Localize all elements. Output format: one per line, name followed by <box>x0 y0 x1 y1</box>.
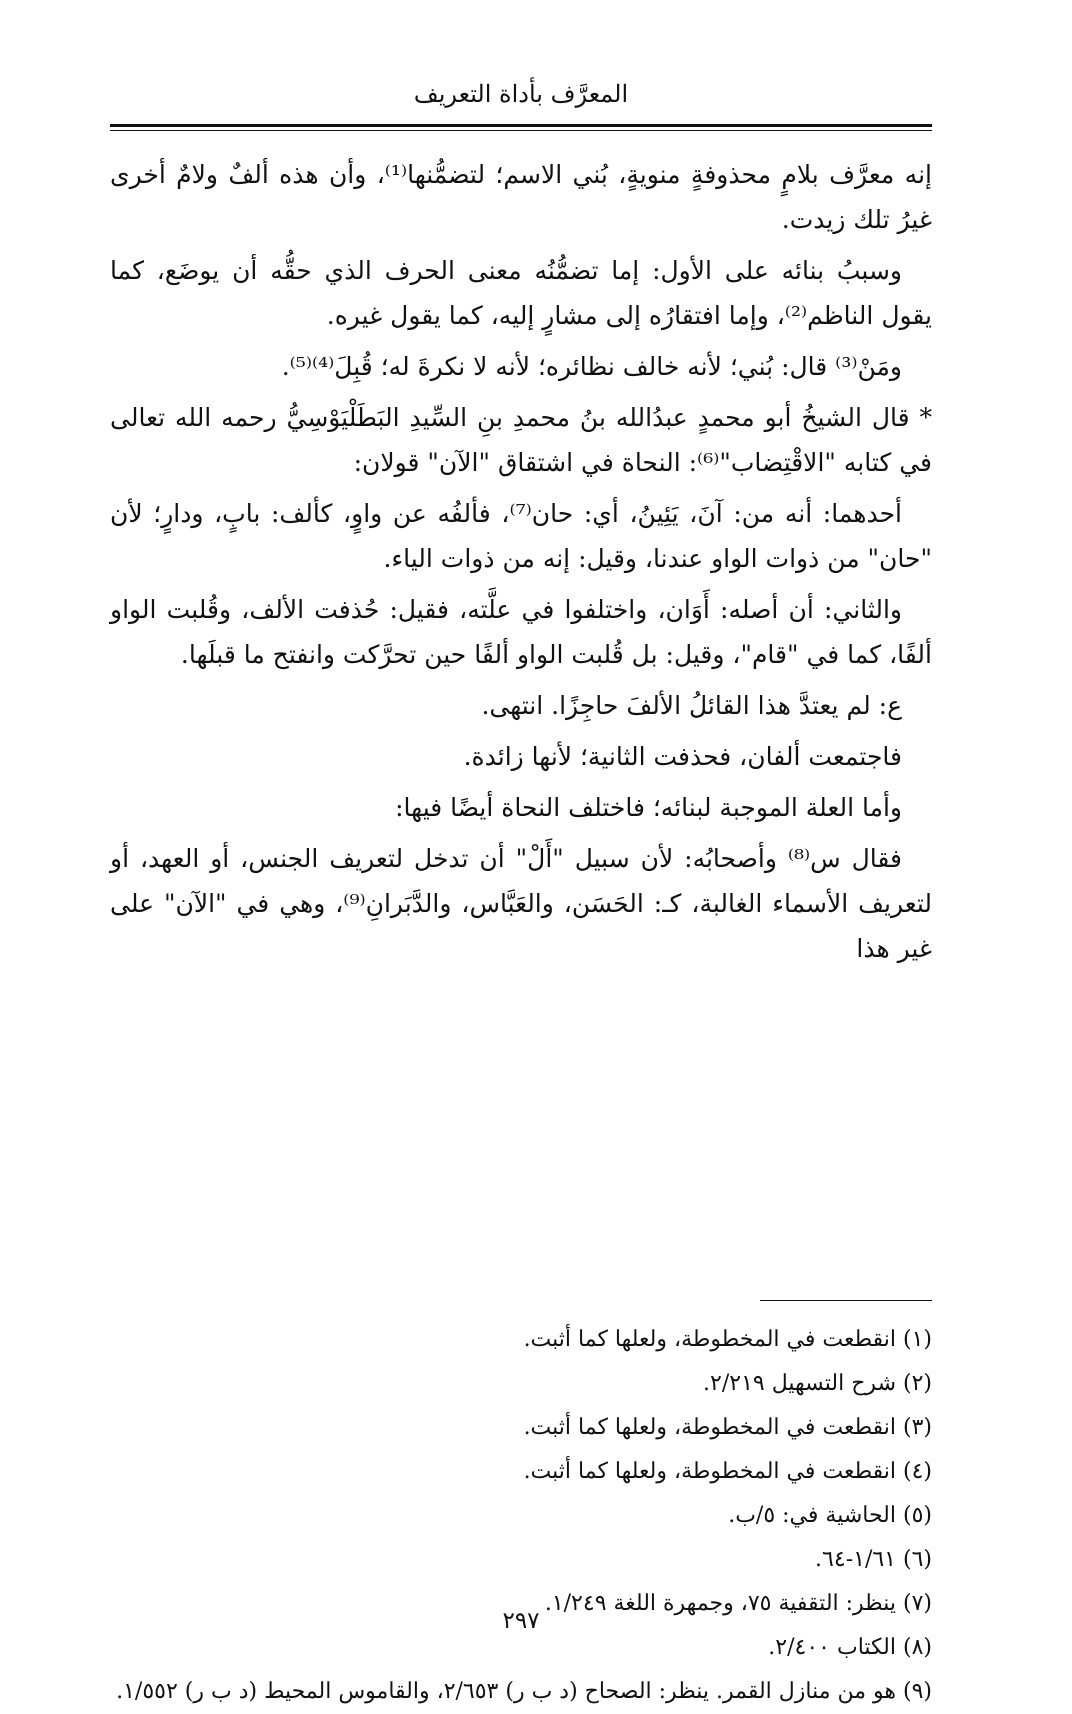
paragraph-10: فقال س⁽⁸⁾ وأصحابُه: لأن سبيل "أَلْ" أن تدخل لتعريف الجنس، أو العهد، أو لتعريف الأسماء الغالبة، كـ: الحَسَن، والعَبَّاس، والدَّبَرانِ⁽⁹⁾، وهي في "الآن" على غير هذا <box>110 844 932 963</box>
footnote-8: (٨) الكتاب ٢/٤٠٠. <box>768 1635 932 1660</box>
footnote-3: (٣) انقطعت في المخطوطة، ولعلها كما أثبت. <box>523 1415 932 1440</box>
page-number: ٢٩٧ <box>502 1608 540 1634</box>
paragraph-6: والثاني: أن أصله: أَوَان، واختلفوا في علَّته، فقيل: حُذفت الألف، وقُلبت الواو ألفًا، كما في "قام"، وقيل: بل قُلبت الواو ألفًا حين تحرَّكت وانفتح ما قبلَها. <box>110 595 932 669</box>
footnote-6: (٦) ١/٦١-٦٤. <box>815 1547 932 1572</box>
footnote-9: (٩) هو من منازل القمر. ينظر: الصحاح (د ب ر) ٢/٦٥٣، والقاموس المحيط (د ب ر) ١/٥٥٢. <box>116 1679 932 1704</box>
footnote-5: (٥) الحاشية في: ٥/ب. <box>728 1503 932 1528</box>
footnote-4: (٤) انقطعت في المخطوطة، ولعلها كما أثبت. <box>523 1459 932 1484</box>
header-rule-thin <box>110 130 932 131</box>
paragraph-2: وسببُ بنائه على الأول: إما تضمُّنُه معنى الحرف الذي حقُّه أن يوضَع، كما يقول الناظم⁽²⁾، وإما افتقارُه إلى مشارٍ إليه، كما يقول غيره. <box>110 256 932 330</box>
paragraph-7: ع: لم يعتدَّ هذا القائلُ الألفَ حاجِزًا. انتهى. <box>481 691 902 720</box>
paragraph-4: * قال الشيخُ أبو محمدٍ عبدُالله بنُ محمدِ بنِ السِّيدِ البَطَلْيَوْسِيُّ رحمه الله تعالى في كتابه "الاقْتِضاب"⁽⁶⁾: النحاة في اشتقاق "الآن" قولان: <box>110 403 932 477</box>
footnote-2: (٢) شرح التسهيل ٢/٢١٩. <box>703 1371 932 1396</box>
footnote-separator <box>760 1300 932 1301</box>
paragraph-8: فاجتمعت ألفان، فحذفت الثانية؛ لأنها زائدة. <box>463 742 902 771</box>
running-header: المعرَّف بأداة التعريف <box>413 80 629 108</box>
footnotes <box>110 1318 932 1714</box>
paragraph-9: وأما العلة الموجبة لبنائه؛ فاختلف النحاة أيضًا فيها: <box>395 793 902 822</box>
paragraph-3: ومَنْ⁽³⁾ قال: بُني؛ لأنه خالف نظائره؛ لأنه لا نكرةَ له؛ قُبِلَ⁽⁴⁾⁽⁵⁾. <box>281 352 902 381</box>
footnote-1: (١) انقطعت في المخطوطة، ولعلها كما أثبت. <box>523 1327 932 1352</box>
footnote-7: (٧) ينظر: التقفية ٧٥، وجمهرة اللغة ١/٢٤٩. <box>544 1591 932 1616</box>
paragraph-5: أحدهما: أنه من: آنَ، يَئِينُ، أي: حان⁽⁷⁾، فألفُه عن واوٍ، كألف: بابٍ، ودارٍ؛ لأن "حان" من ذوات الواو عندنا، وقيل: إنه من ذوات الياء. <box>110 499 932 573</box>
paragraph-1: إنه معرَّف بلامٍ محذوفةٍ منويةٍ، بُني الاسم؛ لتضمُّنها⁽¹⁾، وأن هذه ألفٌ ولامٌ أخرى غيرُ تلك زيدت. <box>110 160 932 234</box>
main-text <box>110 152 932 977</box>
header-rule-thick <box>110 124 932 127</box>
